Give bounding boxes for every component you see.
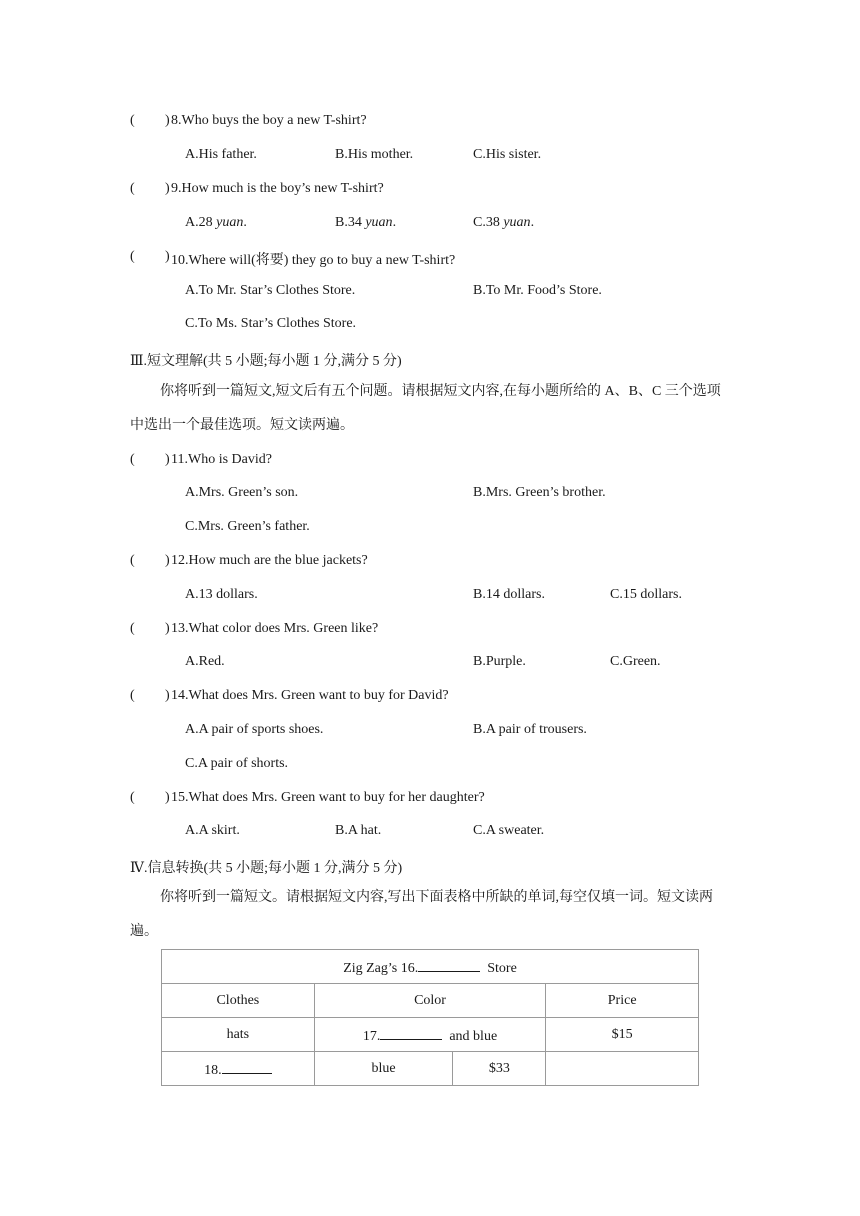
cell-color-prefix: 17. [362,1028,381,1044]
option-b: B.Purple. [473,654,526,669]
option-a: A.A skirt. [185,823,240,838]
option-b: B.To Mr. Food’s Store. [473,283,602,298]
answer-paren-open: ( [130,621,135,636]
option-a: A.Mrs. Green’s son. [185,485,299,500]
section-3-title: Ⅲ.短文理解(共 5 小题;每小题 1 分,满分 5 分) [130,354,402,369]
cell-color-suffix: and blue [449,1028,498,1044]
answer-paren-open: ( [130,181,135,196]
table-title-cell [162,950,699,984]
answer-paren-open: ( [130,790,135,805]
option-a: A.A pair of sports shoes. [185,722,324,737]
info-table [161,949,699,1086]
cell-clothes [162,1052,315,1086]
question-text: 13.What color does Mrs. Green like? [171,621,379,636]
answer-paren-open: ( [130,249,135,264]
table-row [162,1018,699,1052]
option-c: C.38 yuan. [473,215,535,230]
option-a: A.Red. [185,654,225,669]
option-b: B.A pair of trousers. [473,722,587,737]
blank-17[interactable] [380,1025,442,1040]
section-3-instruction: 你将听到一篇短文,短文后有五个问题。请根据短文内容,在每小题所给的 A、B、C 三个选项中选出一个最佳选项。短文读两遍。 [130,384,721,433]
option-b: B.A hat. [335,823,382,838]
cell-price: $33 [453,1052,546,1086]
option-c: C.Mrs. Green’s father. [185,519,310,534]
cell-color: blue [314,1052,453,1086]
blank-16[interactable] [418,957,480,972]
blank-18[interactable] [222,1059,272,1074]
question-text: 12.How much are the blue jackets? [171,553,368,568]
option-b: B.His mother. [335,147,414,162]
answer-paren-close: ) [165,249,170,264]
option-c: C.A pair of shorts. [185,756,289,771]
answer-paren-close: ) [165,113,170,128]
answer-paren-open: ( [130,113,135,128]
table-header-row [162,984,699,1018]
table-title-prefix: Zig Zag’s 16. [343,960,419,976]
answer-paren-close: ) [165,181,170,196]
option-a: A.13 dollars. [185,587,258,602]
answer-paren-close: ) [165,790,170,805]
cell-clothes: hats [162,1018,315,1052]
option-c: C.Green. [610,654,661,669]
answer-paren-close: ) [165,452,170,467]
header-price: Price [546,984,699,1018]
option-b: B.14 dollars. [473,587,545,602]
question-text: 15.What does Mrs. Green want to buy for her daughter? [171,790,485,805]
cell-clothes-prefix: 18. [204,1062,222,1078]
option-a: A.To Mr. Star’s Clothes Store. [185,283,356,298]
answer-paren-open: ( [130,553,135,568]
answer-paren-close: ) [165,621,170,636]
answer-paren-open: ( [130,452,135,467]
answer-paren-close: ) [165,688,170,703]
option-b: B.34 yuan. [335,215,397,230]
header-clothes: Clothes [162,984,315,1018]
question-text: 10.Where will(将要) they go to buy a new T-shirt? [171,253,456,268]
table-row [162,1052,699,1086]
header-color: Color [314,984,546,1018]
option-c: C.A sweater. [473,823,545,838]
section-4-instruction: 你将听到一篇短文。请根据短文内容,写出下面表格中所缺的单词,每空仅填一词。短文读两遍。 [130,890,713,939]
question-text: 14.What does Mrs. Green want to buy for David? [171,688,449,703]
answer-paren-open: ( [130,688,135,703]
option-c: C.To Ms. Star’s Clothes Store. [185,316,357,331]
answer-paren-close: ) [165,553,170,568]
cell-color [314,1018,546,1052]
question-text: 8.Who buys the boy a new T-shirt? [171,113,367,128]
cell-empty [546,1052,699,1086]
table-title-suffix: Store [487,960,517,976]
option-a: A.28 yuan. [185,215,247,230]
option-c: C.15 dollars. [610,587,682,602]
option-a: A.His father. [185,147,257,162]
cell-price: $15 [546,1018,699,1052]
question-text: 11.Who is David? [171,452,272,467]
option-b: B.Mrs. Green’s brother. [473,485,606,500]
option-c: C.His sister. [473,147,542,162]
question-text: 9.How much is the boy’s new T-shirt? [171,181,384,196]
table-title-row [162,950,699,984]
section-4-title: Ⅳ.信息转换(共 5 小题;每小题 1 分,满分 5 分) [130,861,403,876]
